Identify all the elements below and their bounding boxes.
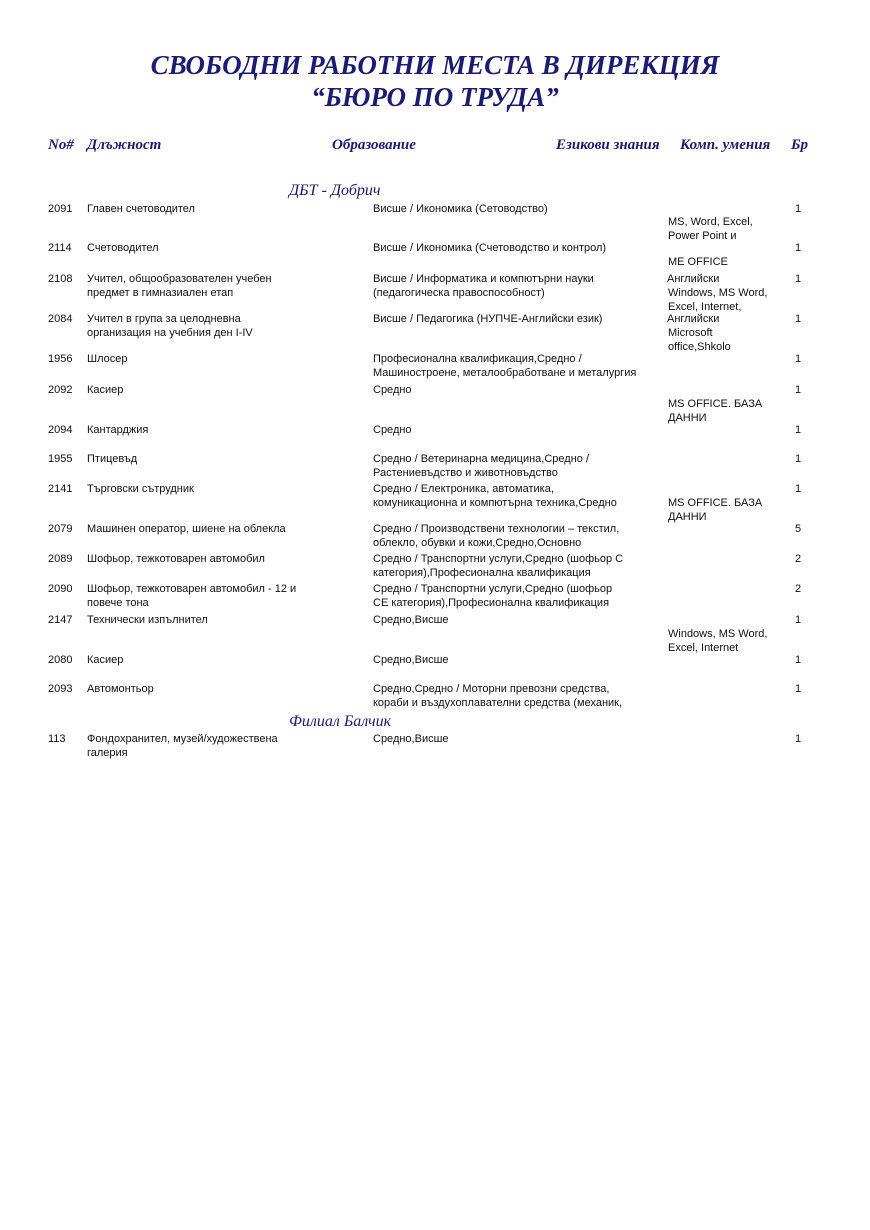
cell-education: Средно / Ветеринарна медицина,Средно / Растениевъдство и животновъдство [373, 453, 590, 479]
cell-no: 1955 [48, 453, 73, 465]
cell-count: 2 [795, 583, 802, 595]
cell-count: 1 [795, 654, 802, 666]
cell-position: Търговски сътрудник [87, 483, 194, 495]
cell-no: 2091 [48, 203, 73, 215]
cell-computer-skills: Windows, MS Word, Excel, Internet [668, 628, 768, 654]
section-heading: ДБТ - Добрич [289, 182, 381, 199]
cell-education: Висше / Икономика (Счетоводство и контрол) [373, 242, 607, 254]
cell-count: 1 [795, 614, 802, 626]
cell-count: 1 [795, 453, 802, 465]
cell-position: Учител, общообразователен учебен предмет в гимназиален етап [87, 273, 272, 299]
cell-no: 2114 [48, 242, 72, 254]
cell-no: 2090 [48, 583, 73, 595]
cell-no: 2141 [48, 483, 73, 495]
cell-count: 1 [795, 683, 802, 695]
page-title-line-2: “БЮРО ПО ТРУДА” [311, 82, 559, 112]
header-no: No# [48, 137, 74, 153]
cell-position: Машинен оператор, шиене на облекла [87, 523, 286, 535]
cell-no: 2084 [48, 313, 73, 325]
cell-no: 2108 [48, 273, 73, 285]
header-computer-skills: Комп. умения [680, 137, 771, 153]
cell-position: Шофьор, тежкотоварен автомобил - 12 и повече тона [87, 583, 297, 609]
cell-position: Автомонтьор [87, 683, 154, 695]
cell-no: 2147 [48, 614, 73, 626]
cell-no: 2092 [48, 384, 73, 396]
cell-education: Средно,Висше [373, 654, 449, 666]
cell-no: 1956 [48, 353, 73, 365]
cell-no: 2093 [48, 683, 73, 695]
cell-position: Птицевъд [87, 453, 138, 465]
header-languages: Езикови знания [556, 137, 660, 153]
cell-languages: Английски [667, 313, 720, 325]
cell-position: Счетоводител [87, 242, 159, 254]
header-count: Бр [791, 137, 809, 153]
section-heading: Филиал Балчик [289, 713, 392, 730]
cell-position: Фондохранител, музей/художествена галерия [87, 733, 278, 759]
cell-count: 5 [795, 523, 802, 535]
cell-count: 1 [795, 203, 802, 215]
cell-count: 1 [795, 242, 802, 254]
cell-position: Касиер [87, 654, 124, 666]
cell-position: Кантарджия [87, 424, 149, 436]
cell-position: Шлосер [87, 353, 128, 365]
cell-education: Средно [373, 384, 412, 396]
cell-count: 2 [795, 553, 802, 565]
cell-education: Средно / Транспортни услуги,Средно (шофьор С категория),Професионална квалификация [373, 553, 624, 579]
cell-computer-skills: Microsoft office,Shkolo [668, 327, 731, 353]
cell-position: Технически изпълнител [87, 614, 208, 626]
cell-education: Средно,Средно / Моторни превозни средства, кораби и въздухоплавателни средства (механик, [373, 683, 623, 709]
cell-education: Висше / Педагогика (НУПЧЕ-Английски език) [373, 313, 603, 325]
cell-education: Висше / Информатика и компютърни науки (педагогическа правоспособност) [373, 273, 594, 299]
cell-position: Шофьор, тежкотоварен автомобил [87, 553, 265, 565]
cell-languages: Английски [667, 273, 720, 285]
cell-computer-skills: Windows, MS Word, Excel, Internet, [668, 287, 768, 313]
cell-education: Професионална квалификация,Средно / Машиностроене, металообработване и металургия [373, 353, 637, 379]
cell-education: Средно,Висше [373, 733, 449, 745]
cell-education: Висше / Икономика (Сетоводство) [373, 203, 548, 215]
cell-no: 2094 [48, 424, 73, 436]
cell-education: Средно [373, 424, 412, 436]
cell-computer-skills: MS OFFICE. БАЗА ДАННИ [668, 398, 763, 424]
cell-no: 2080 [48, 654, 73, 666]
cell-count: 1 [795, 733, 802, 745]
header-position: Длъжност [87, 137, 162, 153]
cell-computer-skills: MS OFFICE. БАЗА ДАННИ [668, 497, 763, 523]
header-education: Образование [332, 137, 416, 153]
cell-count: 1 [795, 313, 802, 325]
cell-count: 1 [795, 424, 802, 436]
cell-education: Средно / Електроника, автоматика, комуникационна и компютърна техника,Средно [373, 483, 617, 509]
cell-education: Средно,Висше [373, 614, 449, 626]
cell-computer-skills: ME OFFICE [668, 256, 728, 268]
cell-position: Касиер [87, 384, 124, 396]
page-title-line-1: СВОБОДНИ РАБОТНИ МЕСТА В ДИРЕКЦИЯ [150, 50, 720, 80]
cell-no: 113 [48, 733, 66, 745]
cell-count: 1 [795, 384, 802, 396]
cell-count: 1 [795, 273, 802, 285]
cell-position: Учител в група за целодневна организация на учебния ден I-IV [87, 313, 253, 339]
cell-count: 1 [795, 483, 802, 495]
cell-no: 2079 [48, 523, 73, 535]
cell-position: Главен счетоводител [87, 203, 195, 215]
cell-education: Средно / Производствени технологии – текстил, облекло, обувки и кожи,Средно,Основно [373, 523, 620, 549]
cell-education: Средно / Транспортни услуги,Средно (шофьор СЕ категория),Професионална квалификация [373, 583, 613, 609]
cell-no: 2089 [48, 553, 73, 565]
cell-count: 1 [795, 353, 802, 365]
cell-computer-skills: MS, Word, Excel, Power Point и [668, 216, 753, 242]
